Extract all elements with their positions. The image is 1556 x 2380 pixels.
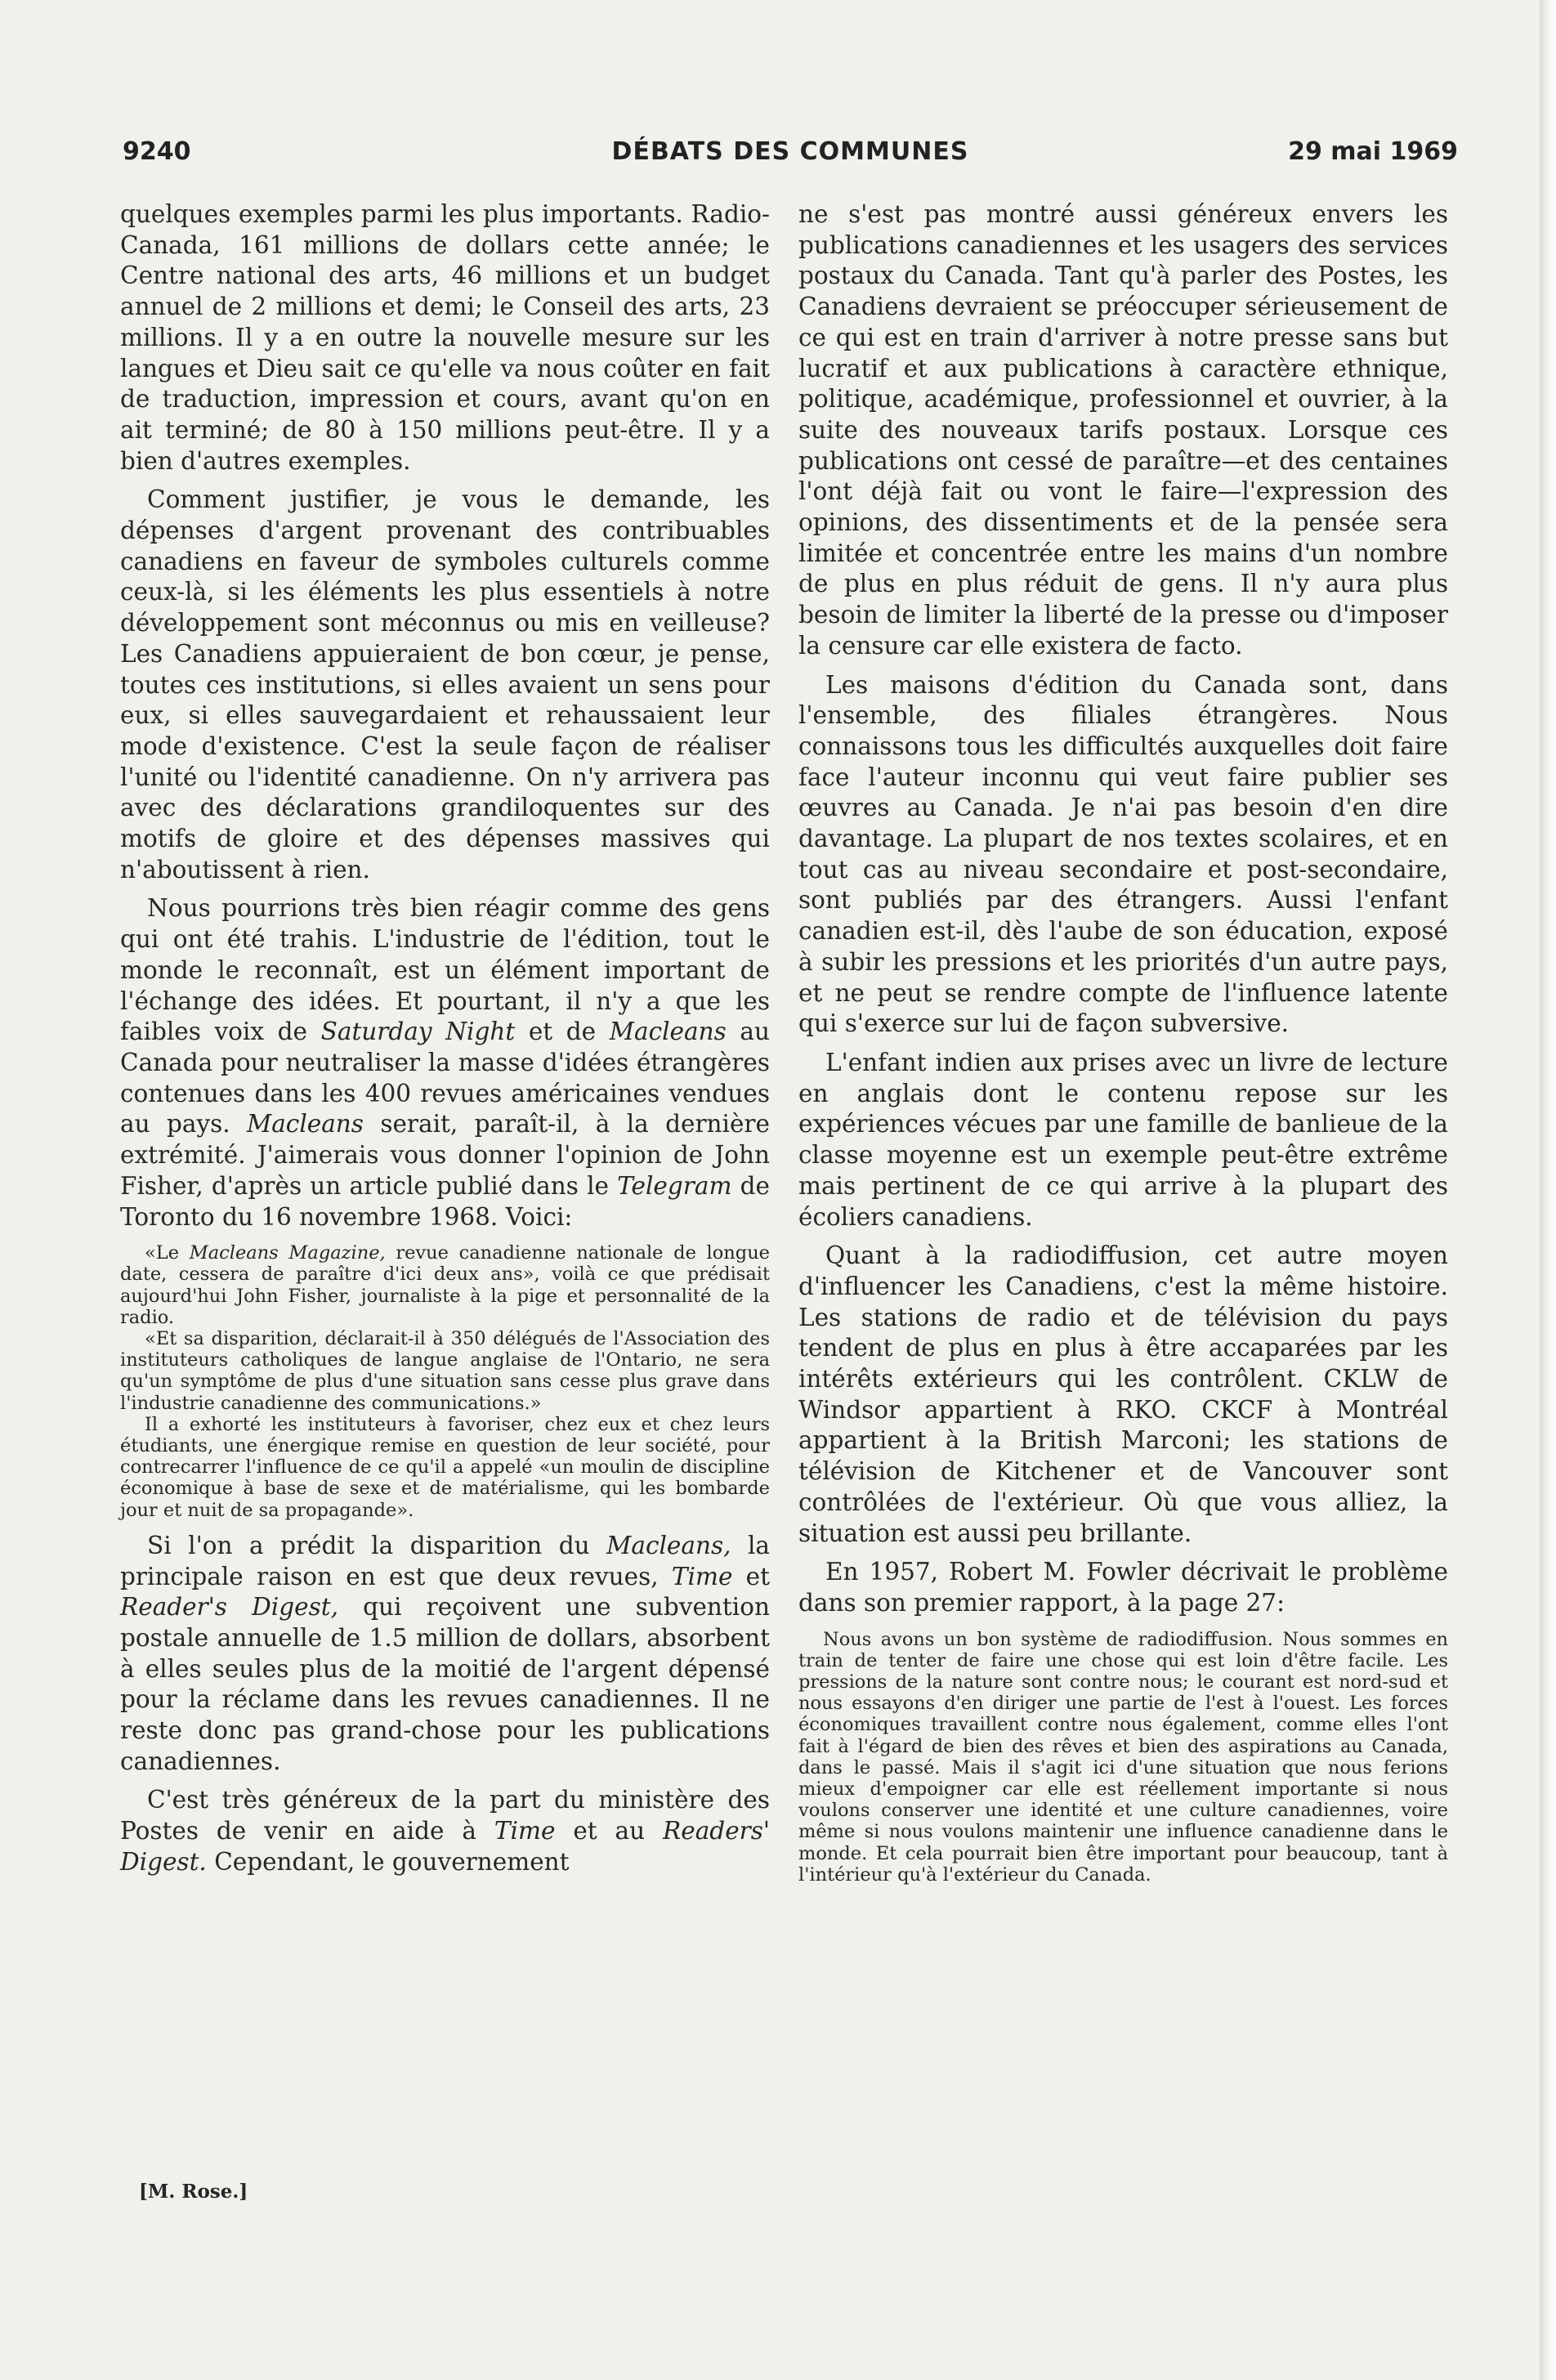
italic-title: Saturday Night (320, 1018, 516, 1046)
text-run: au Canada pour neutraliser la masse d'idées étrangères contenues dans les 400 revues américaines vendues au pays. (120, 1018, 770, 1139)
italic-title: Macleans, (606, 1531, 731, 1559)
text-run: Si l'on a prédit la disparition du (147, 1531, 607, 1559)
right-paragraph-2: Les maisons d'édition du Canada sont, dans l'ensemble, des filiales étrangères. Nous connaissons tous les difficultés auxquelles doit faire face l'auteur inconnu qui veut faire publier ses œuvres au Canada. Je n'ai pas besoin d'en dire davantage. La plupart de nos textes scolaires, et en tout cas au niveau secondaire et post-secondaire, sont publiés par des étrangers. Aussi l'enfant canadien est-il, dès l'aube de son éducation, exposé à subir les pressions et les priorités d'un autre pays, et ne peut se rendre compte de l'influence latente qui s'exerce sur lui de façon subversive. (798, 670, 1448, 1038)
page-date: 29 mai 1969 (1288, 137, 1458, 166)
right-paragraph-4: Quant à la radiodiffusion, cet autre moyen d'influencer les Canadiens, c'est la même histoire. Les stations de radio et de télévision du pays tendent de plus en plus à être accaparées par les intérêts extérieurs qui les contrôlent. CKLW de Windsor appartient à RKO. CKCF à Montréal appartient à la British Marconi; les stations de télévision de Kitchener et de Vancouver sont contrôlées de l'extérieur. Où que vous alliez, la situation est aussi peu brillante. (798, 1241, 1448, 1547)
text-run: la principale raison en est que deux revues, (120, 1531, 771, 1590)
italic-title: Macleans Magazine, (189, 1242, 386, 1264)
quote-paragraph: Nous avons un bon système de radiodiffusion. Nous sommes en train de tenter de faire une chose qui est loin d'être facile. Les pressions de la nature sont contre nous; le courant est nord-sud et nous essayons d'en diriger une partie de l'est à l'ouest. Les forces économiques travaillent contre nous également, comme elles l'ont fait à l'égard de bien des rêves et bien des aspirations au Canada, dans le passé. Mais il s'agit ici d'une situation que nous ferions mieux d'empoigner car elle est réellement importante si nous voulons conserver une identité et une culture canadiennes, voire même si nous voulons maintenir une influence canadienne dans le monde. Et cela pourrait bien être important pour beaucoup, tant à l'intérieur qu'à l'extérieur du Canada. (798, 1628, 1448, 1886)
left-column (120, 199, 770, 1878)
text-run: «Le (145, 1242, 190, 1264)
block-quote-fisher (120, 1242, 770, 1521)
text-run: serait, paraît-il, à la dernière extrémité. J'aimerais vous donner l'opinion de John Fisher, d'après un article publié dans le (120, 1110, 770, 1200)
italic-title: Telegram (617, 1171, 732, 1200)
italic-title: Macleans (247, 1110, 364, 1139)
text-run: Nous pourrions très bien réagir comme des gens qui ont été trahis. L'industrie de l'édition, tout le monde le reconnaît, est un élément important de l'échange des idées. Et pourtant, il n'y a que les faibles voix de (120, 894, 770, 1046)
right-paragraph-1: ne s'est pas montré aussi généreux envers les publications canadiennes et les usagers des services postaux du Canada. Tant qu'à parler des Postes, les Canadiens devraient se préoccuper sérieusement de ce qui est en train d'arriver à notre presse sans but lucratif et aux publications à caractère ethnique, politique, académique, professionnel et ouvrier, à la suite des nouveaux tarifs postaux. Lorsque ces publications ont cessé de paraître—et des centaines l'ont déjà fait ou vont le faire—l'expression des opinions, des dissentiments et de la pensée sera limitée et concentrée entre les mains d'un nombre de plus en plus réduit de gens. Il n'y aura plus besoin de limiter la liberté de la presse ou d'imposer la censure car elle existera de facto. (798, 200, 1448, 660)
speaker-attribution: [M. Rose.] (139, 2181, 248, 2203)
italic-title: Reader's Digest, (120, 1593, 338, 1622)
left-paragraph-4 (120, 1531, 770, 1778)
quote-paragraph-3: Il a exhorté les instituteurs à favoriser, chez eux et chez leurs étudiants, une énergique remise en question de leur société, pour contrecarrer l'influence de ce qu'il a appelé «un moulin de discipline économique à base de sexe et de matérialisme, qui les bombarde jour et nuit de sa propagande». (120, 1413, 770, 1521)
quote-paragraph-2: «Et sa disparition, déclarait-il à 350 délégués de l'Association des instituteurs catholiques de langue anglaise de l'Ontario, ne sera qu'un symptôme de plus d'une situation sans cesse plus grave dans l'industrie canadienne des communications.» (120, 1328, 770, 1414)
text-run: de Toronto du 16 novembre 1968. Voici: (120, 1171, 770, 1231)
italic-title: Time (671, 1562, 733, 1590)
left-paragraph-1: quelques exemples parmi les plus importants. Radio-Canada, 161 millions de dollars cette année; le Centre national des arts, 46 millions et un budget annuel de 2 millions et demi; le Conseil des arts, 23 millions. Il y a en outre la nouvelle mesure sur les langues et Dieu sait ce qu'elle va nous coûter en fait de traduction, impression et cours, avant qu'on en ait terminé; de 80 à 150 millions peut-être. Il y a bien d'autres exemples. (120, 200, 770, 475)
publication-title: DÉBATS DES COMMUNES (611, 137, 969, 166)
right-paragraph-5: En 1957, Robert M. Fowler décrivait le problème dans son premier rapport, à la page 27: (798, 1558, 1448, 1617)
italic-title: Macleans (609, 1018, 727, 1046)
page-header (123, 137, 1458, 173)
left-paragraph-5 (120, 1785, 770, 1877)
italic-title: Time (494, 1817, 556, 1845)
text-run: C'est très généreux de la part du ministère des Postes de venir en aide à (120, 1786, 770, 1845)
block-quote-fowler (798, 1629, 1448, 1886)
left-paragraph-2: Comment justifier, je vous le demande, les dépenses d'argent provenant des contribuables canadiens en faveur de symboles culturels comme ceux-là, si les éléments les plus essentiels à notre développement sont méconnus ou mis en veilleuse? Les Canadiens appuieraient de bon cœur, je pense, toutes ces institutions, si elles avaient un sens pour eux, si elles sauvegardaient et rehaussaient leur mode d'existence. C'est la seule façon de réaliser l'unité ou l'identité canadienne. On n'y arrivera pas avec des déclarations grandiloquentes sur des motifs de gloire et des dépenses massives qui n'aboutissent à rien. (120, 485, 770, 884)
text-run: revue canadienne nationale de longue date, cessera de paraître d'ici deux ans», voilà ce que prédisait aujourd'hui John Fisher, journaliste à la pige et personnalité de la radio. (120, 1242, 770, 1328)
text-run: et au (555, 1817, 664, 1845)
left-paragraph-3 (120, 893, 770, 1232)
right-paragraph-3: L'enfant indien aux prises avec un livre de lecture en anglais dont le contenu repose sur les expériences vécues par une famille de banlieue de la classe moyenne est un exemple peut-être extrême mais pertinent de ce qui arrive à la plupart des écoliers canadiens. (798, 1048, 1448, 1231)
text-run: Cependant, le gouvernement (206, 1847, 570, 1876)
text-run: et (732, 1562, 770, 1590)
italic-title: Readers' Digest. (120, 1817, 770, 1876)
quote-paragraph-1 (120, 1242, 770, 1328)
text-run: qui reçoivent une subvention postale annuelle de 1.5 million de dollars, absorbent à elles seules plus de la moitié de l'argent dépensé pour la réclame dans les revues canadiennes. Il ne reste donc pas grand-chose pour les publications canadiennes. (120, 1593, 770, 1775)
text-run: et de (515, 1018, 610, 1046)
page-number: 9240 (123, 137, 191, 166)
page-edge-shadow (1540, 0, 1556, 2380)
right-column (798, 199, 1448, 1895)
